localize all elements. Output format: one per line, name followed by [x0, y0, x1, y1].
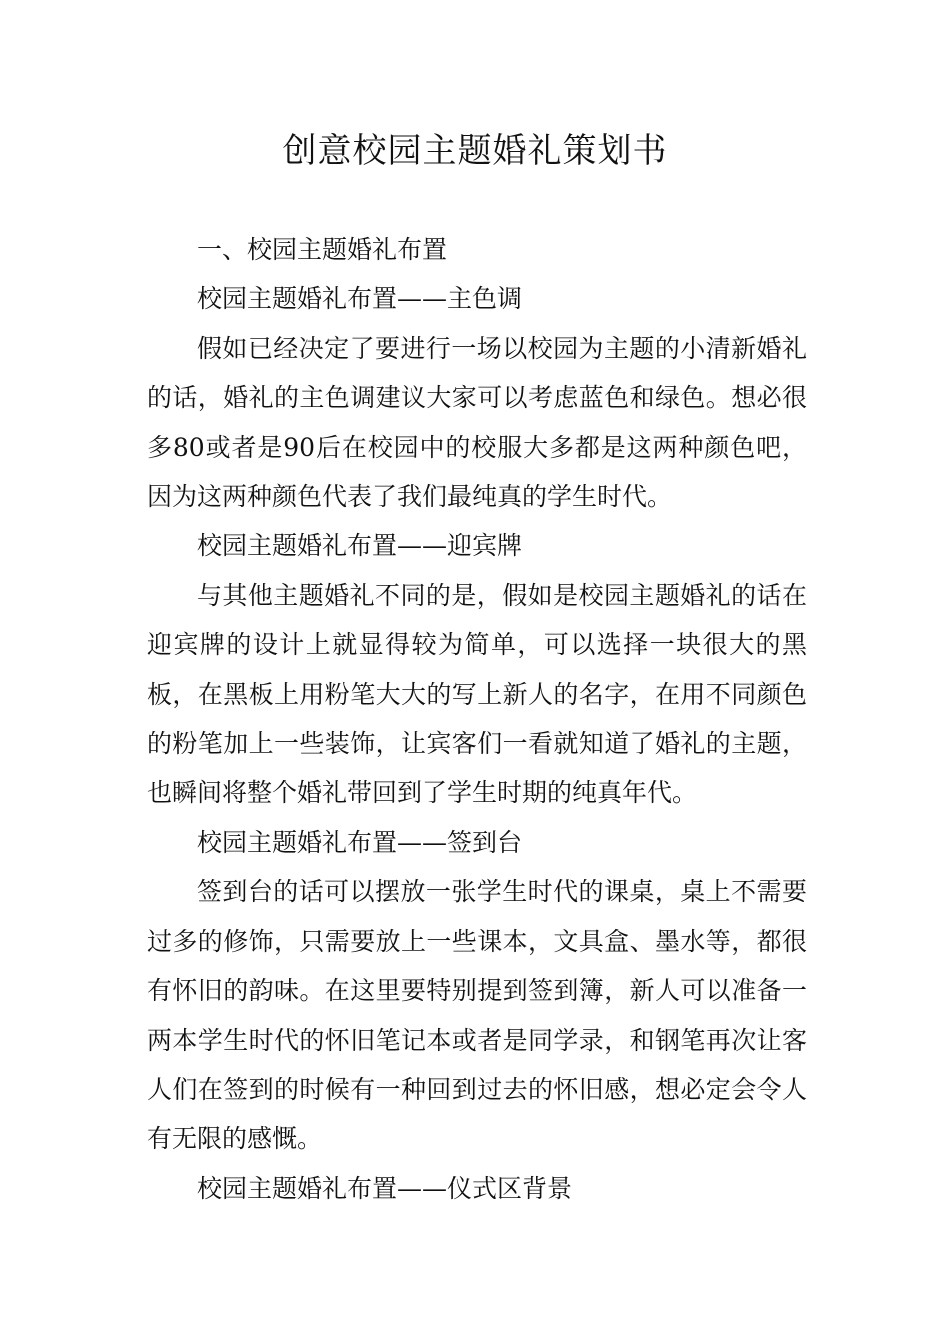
paragraph-sign-in-desk: 签到台的话可以摆放一张学生时代的课桌，桌上不需要过多的修饰，只需要放上一些课本，文具盒、墨水等，都很有怀旧的韵味。在这里要特别提到签到簿，新人可以准备一两本学生时代的怀旧笔记本或者是同学录，和钢笔再次让客人们在签到的时候有一种回到过去的怀旧感，想必定会令人有无限的感慨。 — [147, 877, 807, 1154]
subsection-heading-sign-in-desk: 校园主题婚礼布置——签到台 — [197, 827, 523, 857]
paragraph-welcome-sign: 与其他主题婚礼不同的是，假如是校园主题婚礼的话在迎宾牌的设计上就显得较为简单，可以选择一块很大的黑板，在黑板上用粉笔大大的写上新人的名字，在用不同颜色的粉笔加上一些装饰，让宾客们一看就知道了婚礼的主题，也瞬间将整个婚礼带回到了学生时期的纯真年代。 — [147, 580, 807, 808]
subsection-heading-ceremony-backdrop: 校园主题婚礼布置——仪式区背景 — [197, 1173, 573, 1203]
subsection-heading-welcome-sign: 校园主题婚礼布置——迎宾牌 — [197, 531, 523, 561]
paragraph-main-color: 假如已经决定了要进行一场以校园为主题的小清新婚礼的话，婚礼的主色调建议大家可以考虑蓝色和绿色。想必很多80或者是90后在校园中的校服大多都是这两种颜色吧，因为这两种颜色代表了我们最纯真的学生时代。 — [147, 333, 807, 512]
document-body — [147, 225, 807, 1213]
section-heading: 一、校园主题婚礼布置 — [197, 235, 448, 264]
document-title: 创意校园主题婚礼策划书 — [282, 131, 668, 171]
subsection-heading-main-color: 校园主题婚礼布置——主色调 — [197, 284, 523, 314]
